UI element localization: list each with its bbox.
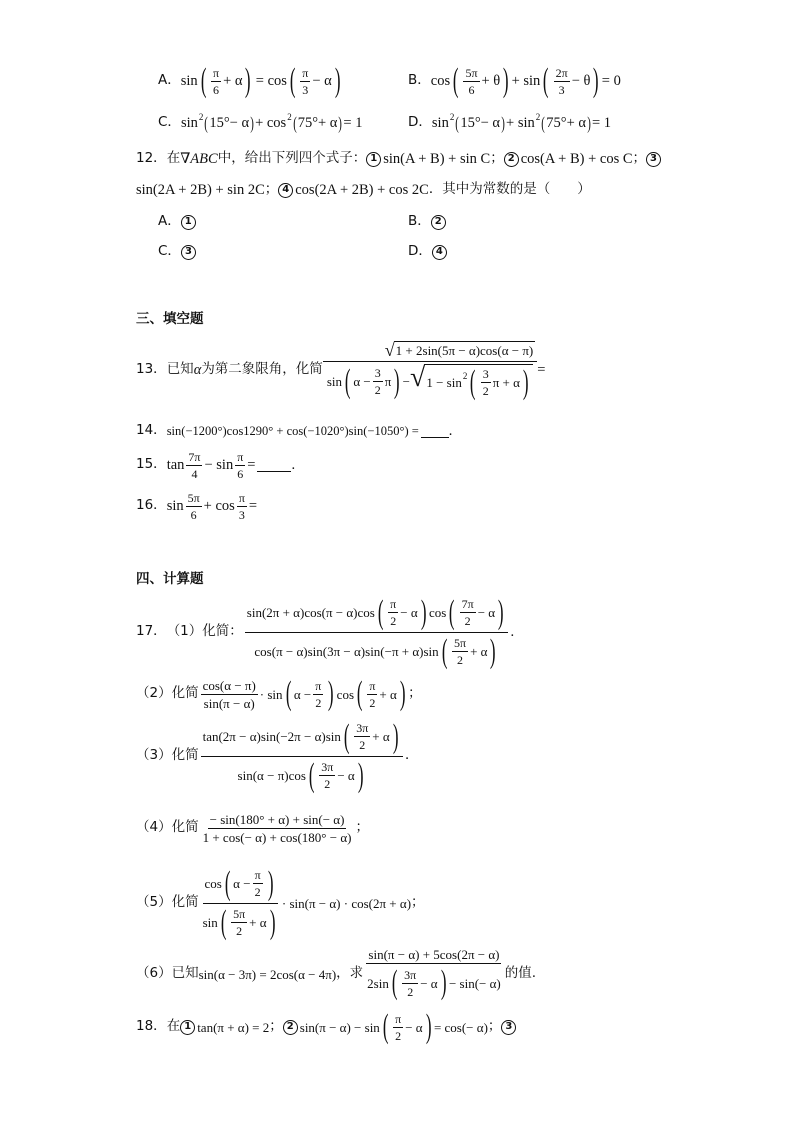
option-c-math: sin 2 ( 15°− α ) + cos 2 ( 75°+ α ) = 1 (180, 111, 363, 133)
option-a-math: sin ( $\frac{\pi}{6}$ + α ) = cos ( $\frac{\pi}{3}$ − α ) (180, 62, 341, 99)
option-label: B． (408, 72, 431, 89)
q16: 16． sin $\frac{5\pi}{6}$ + cos $\frac{\pi}{3}$ = (136, 490, 258, 522)
q13-fraction: √ 1 + 2sin(5π − α)cos(α − π) sin ( α − $\frac{3}{2}$ π ) − √ 1 − sin 2 ( $\frac{3}{2}$ π + α ) (325, 341, 535, 400)
q17-part-2: （2）化简 $\frac{\cos(\alpha - \pi)}{\sin(\pi - \alpha)}$ · sin ( α − $\frac{\pi}{2}$ ) cos ( $\frac{\pi}{2}$ + α ) ； (136, 675, 422, 712)
circled-number-2: 2 (283, 1020, 298, 1035)
q17-part-6: （6）已知 sin(α − 3π) = 2cos(α − 4π) ，求 sin(π − α) + 5cos(2π − α) 2sin ( $\frac{3\pi}{2}$ − α ) − sin(− α) 的值. (136, 947, 537, 1001)
option-d-math: sin 2 ( 15°− α ) + sin 2 ( 75°+ α ) = 1 (431, 111, 612, 133)
option-label: A． (158, 72, 181, 89)
q17-part-5: （5）化简 cos ( α − $\frac{\pi}{2}$ ) sin ( $\frac{5\pi}{2}$ + α ) · sin(π − α) · cos(2π + α) ； (136, 864, 425, 941)
q15: 15． tan $\frac{7\pi}{4}$ − sin $\frac{\pi}{6}$ = . (136, 449, 296, 481)
q17-part-4: （4）化简 $\frac{- \sin(180^\circ + \alpha) + \sin(- \alpha)}{1 + \cos(- \alpha) + \cos(180^\circ - \alpha)}$ ； (136, 811, 369, 845)
option-b-math: cos ( $\frac{5\pi}{6}$ + θ ) + sin ( $\frac{2\pi}{3}$ − θ ) = 0 (430, 62, 621, 99)
section-title-fill-in: 三、填空题 (136, 311, 204, 327)
option-label: D． (408, 114, 432, 131)
answer-blank[interactable] (421, 425, 449, 438)
q11-option-b (408, 62, 621, 99)
q18: 18． 在 1 tan(π + α) = 2 ； 2 sin(π − α) − sin ( $\frac{\pi}{2}$ − α ) = cos(− α) ； 3 (136, 1010, 518, 1044)
q17-part-3: （3）化简 tan(2π − α)sin(−2π − α)sin ( $\frac{3\pi}{2}$ + α ) sin(α − π)cos ( $\frac{3\pi}{2}$ − α ) ． (136, 717, 419, 794)
q11-option-a (158, 62, 343, 99)
q14: 14． sin(−1200°)cos1290° + cos(−1020°)sin(−1050°) = . (136, 422, 453, 439)
circled-number-1: 1 (180, 1020, 195, 1035)
circled-number-3: 3 (501, 1020, 516, 1035)
q11-option-c (158, 112, 362, 134)
q12-line-2: sin(2A + 2B) + sin 2C ； 4 cos(2A + 2B) + cos 2C ．其中为常数的是（ ） (136, 181, 591, 198)
section-title-calculation: 四、计算题 (136, 571, 204, 587)
q12-line-1: 12． 在 ∇ABC 中，给出下列四个式子： 1 sin(A + B) + sin C ； 2 cos(A + B) + cos C ； 3 (136, 150, 663, 168)
q12-option-c: C． 3 (158, 244, 198, 260)
q12-option-b: B． 2 (408, 214, 448, 230)
q12-option-a: A． 1 (158, 214, 198, 230)
q12-option-d: D． 4 (408, 244, 449, 260)
option-label: C． (158, 114, 181, 131)
q13: 13． 已知 α 为第二象限角，化简 √ 1 + 2sin(5π − α)cos(α − π) sin ( α − $\frac{3}{2}$ π ) − √ 1 − sin 2 ( $\frac{3}{2}$ π + α ) = (136, 339, 546, 401)
circled-number-2: 2 (504, 152, 519, 167)
circled-number-3: 3 (646, 152, 661, 167)
q17-part-1: 17． （1）化简： sin(2π + α)cos(π − α)cos ( $\frac{\pi}{2}$ − α ) cos ( $\frac{7\pi}{2}$ − α ) cos(π − α)sin(3π − α)sin(−π + α)sin ( $\frac{5\pi}{2}$ + α ) . (136, 593, 515, 670)
q11-option-d (408, 112, 611, 134)
circled-number-1: 1 (366, 152, 381, 167)
answer-blank[interactable] (257, 459, 291, 472)
circled-number-4: 4 (278, 183, 293, 198)
